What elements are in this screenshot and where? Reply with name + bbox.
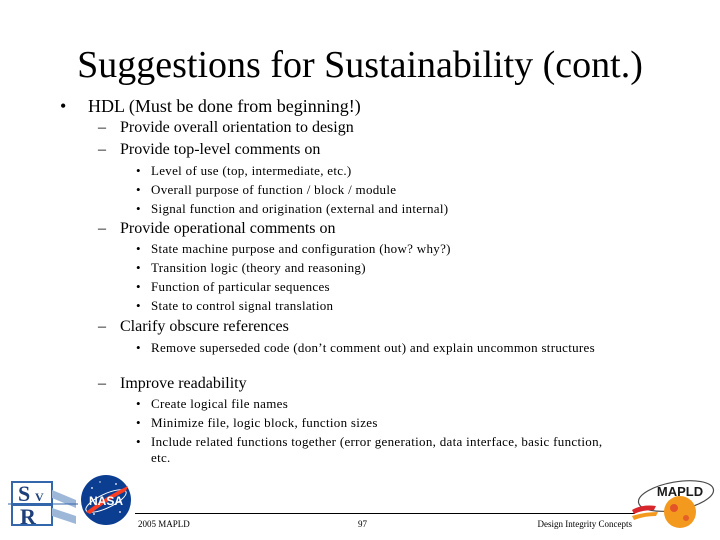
detail-item-text: Transition logic (theory and reasoning) <box>151 260 366 275</box>
sub-item-text: Improve readability <box>120 375 247 392</box>
detail-bullet: • <box>136 396 141 411</box>
svg-text:S: S <box>18 481 31 506</box>
detail-item <box>136 340 621 356</box>
bullet-text: HDL (Must be done from beginning!) <box>88 96 361 116</box>
mapld-wordmark: MAPLD <box>656 484 704 499</box>
detail-item-text: Include related functions together (error generation, data interface, basic function, etc. <box>151 434 603 465</box>
footer-page-number: 97 <box>358 519 367 529</box>
detail-item-text: Create logical file names <box>151 396 289 411</box>
detail-bullet: • <box>136 182 141 197</box>
sub-item-text: Provide overall orientation to design <box>120 119 354 136</box>
detail-item <box>136 201 621 217</box>
detail-bullet: • <box>136 434 141 449</box>
detail-bullet: • <box>136 260 141 275</box>
footer-conference: 2005 MAPLD <box>138 519 190 529</box>
dash-mark: – <box>98 141 106 158</box>
detail-item <box>136 260 621 276</box>
bullet-mark: • <box>60 96 67 116</box>
detail-item <box>136 434 621 466</box>
nasa-logo <box>80 474 132 526</box>
sub-item-text: Provide top-level comments on <box>120 141 321 158</box>
mapld-logo <box>628 470 718 534</box>
detail-bullet: • <box>136 340 141 355</box>
slide-title: Suggestions for Sustainability (cont.) <box>77 44 643 86</box>
svg-text:R: R <box>20 504 36 528</box>
footer-company: Design Integrity Concepts <box>537 519 632 529</box>
detail-item <box>136 415 621 431</box>
footer-divider <box>135 513 635 514</box>
detail-bullet: • <box>136 163 141 178</box>
sub-item-text: Clarify obscure references <box>120 318 289 335</box>
detail-item <box>136 182 621 198</box>
dash-mark: – <box>98 119 106 136</box>
detail-item-text: Remove superseded code (don’t comment out) and explain uncommon structures <box>151 340 595 355</box>
detail-item <box>136 279 621 295</box>
dash-mark: – <box>98 375 106 392</box>
detail-item <box>136 241 621 257</box>
detail-item-text: State to control signal translation <box>151 298 334 313</box>
svr-logo <box>8 478 78 528</box>
detail-bullet: • <box>136 415 141 430</box>
detail-item-text: Function of particular sequences <box>151 279 330 294</box>
dash-mark: – <box>98 220 106 237</box>
detail-bullet: • <box>136 279 141 294</box>
detail-item-text: Overall purpose of function / block / module <box>151 182 397 197</box>
detail-item <box>136 298 621 314</box>
dash-mark: – <box>98 318 106 335</box>
detail-bullet: • <box>136 241 141 256</box>
detail-item-text: Signal function and origination (external and internal) <box>151 201 449 216</box>
detail-item <box>136 396 621 412</box>
svg-text:V: V <box>35 490 44 504</box>
sub-item-text: Provide operational comments on <box>120 220 336 237</box>
detail-item-text: State machine purpose and configuration (how? why?) <box>151 241 451 256</box>
detail-bullet: • <box>136 201 141 216</box>
detail-bullet: • <box>136 298 141 313</box>
detail-item-text: Minimize file, logic block, function sizes <box>151 415 378 430</box>
detail-item <box>136 163 621 179</box>
detail-item-text: Level of use (top, intermediate, etc.) <box>151 163 352 178</box>
nasa-wordmark: NASA <box>88 494 124 508</box>
